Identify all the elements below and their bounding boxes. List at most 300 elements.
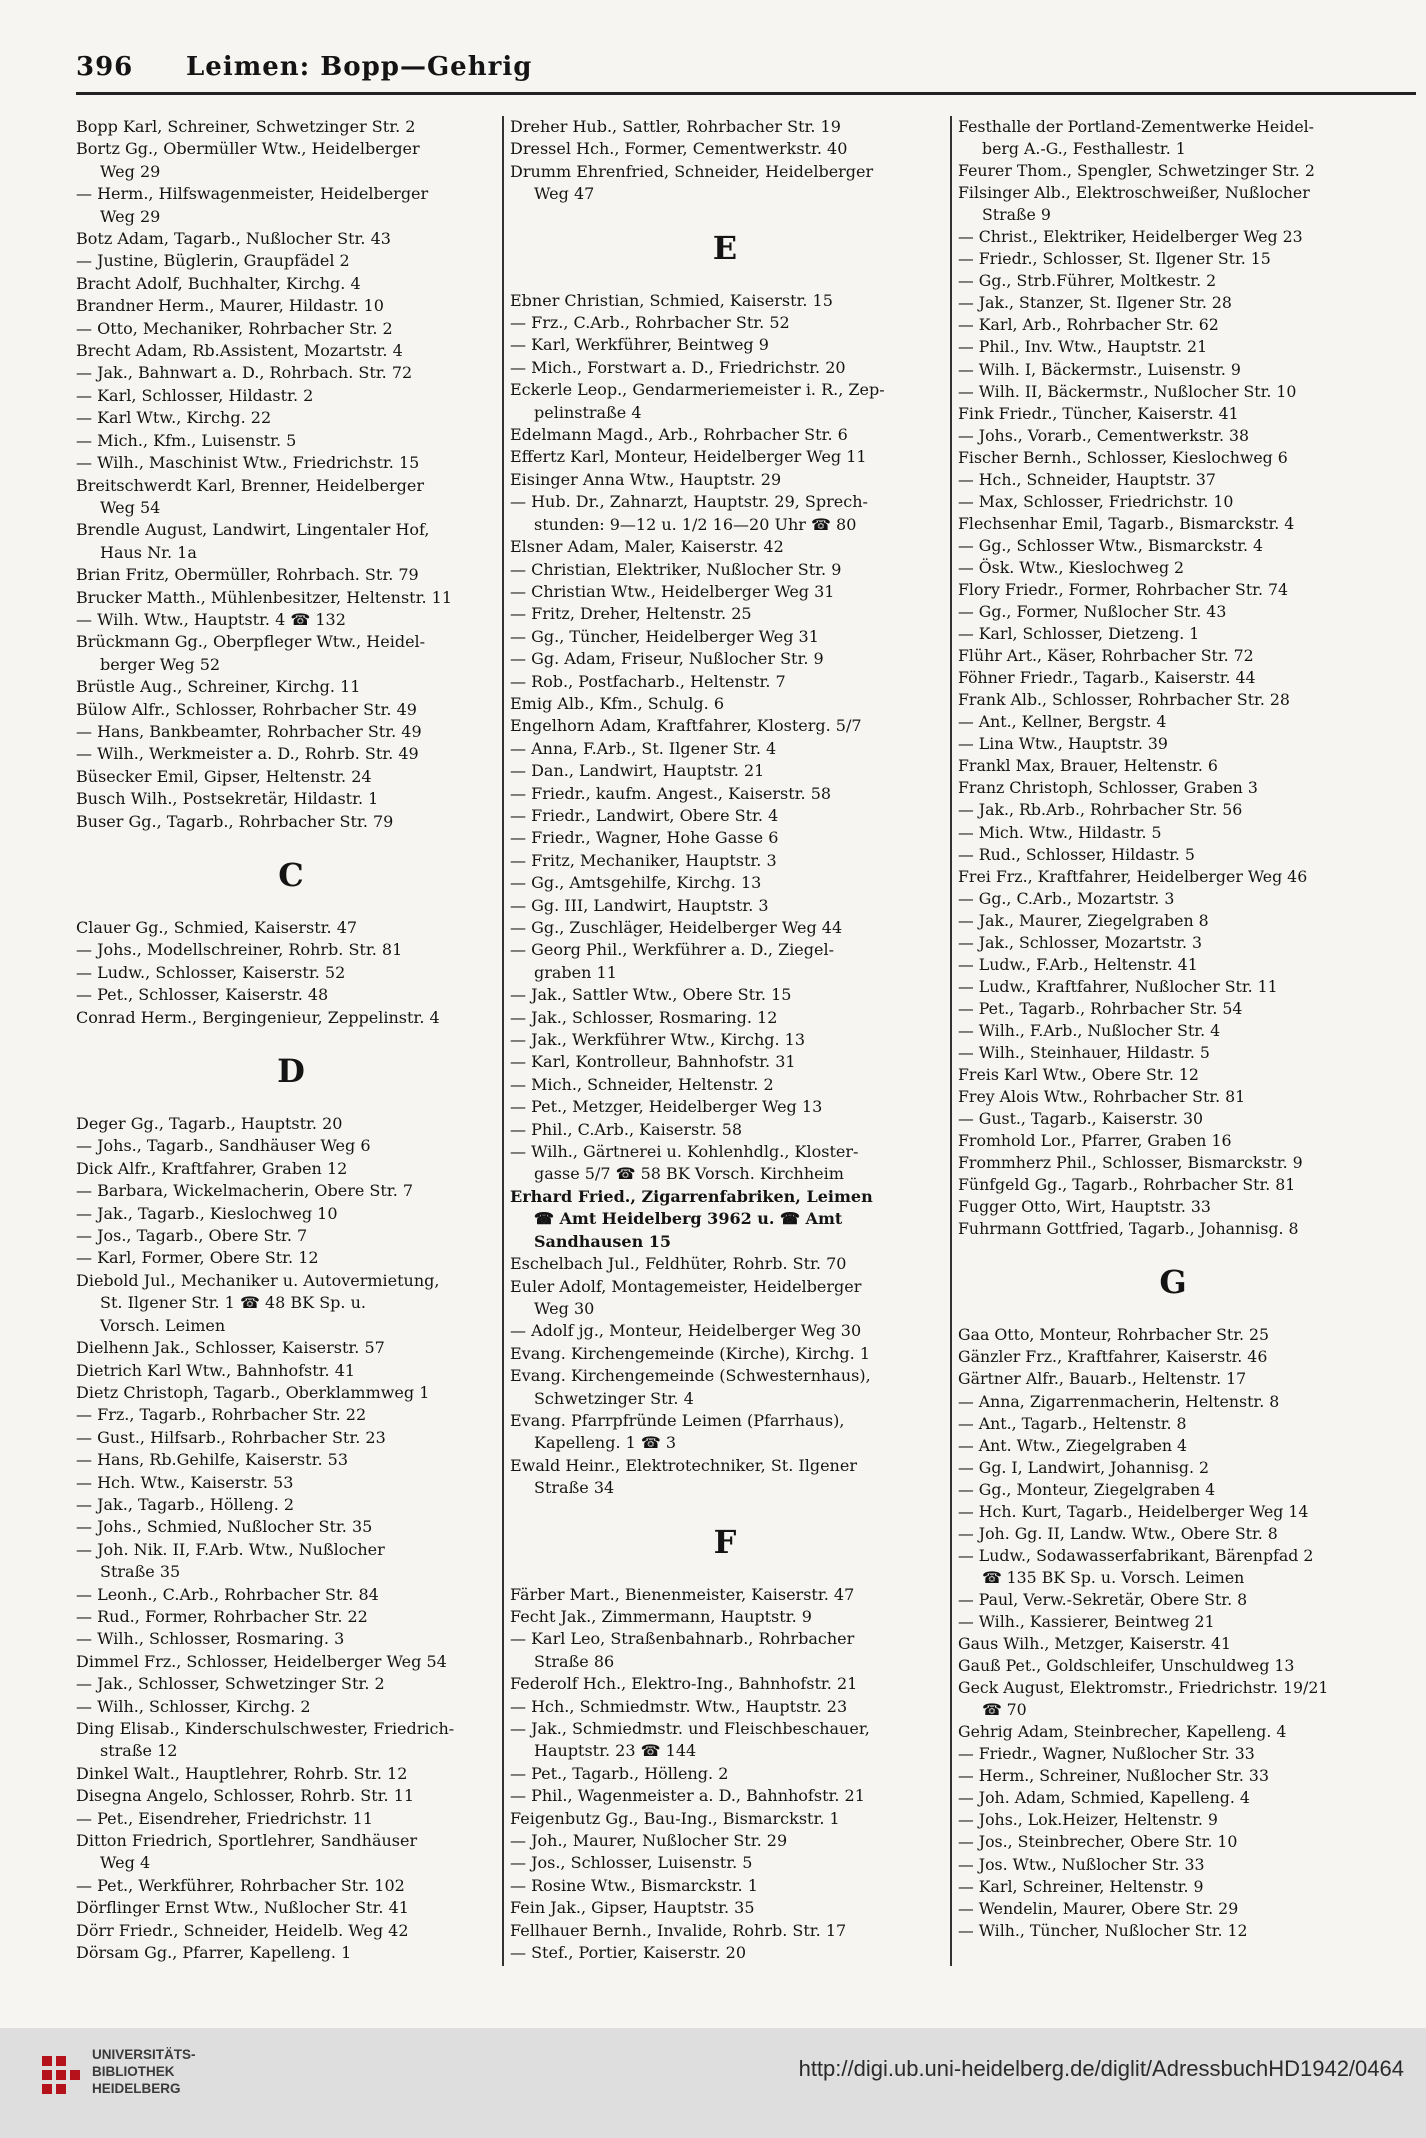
entry-line: — Paul, Verw.-Sekretär, Obere Str. 8 (958, 1589, 1248, 1609)
directory-entry (958, 1876, 1388, 1898)
entry-line: Disegna Angelo, Schlosser, Rohrb. Str. 11 (76, 1786, 415, 1806)
directory-entry (510, 626, 940, 648)
directory-entry (958, 469, 1388, 491)
directory-entry (958, 689, 1388, 711)
directory-entry (510, 1628, 940, 1673)
entry-line: Büsecker Emil, Gipser, Heltenstr. 24 (76, 766, 372, 786)
entry-line: — Johs., Tagarb., Sandhäuser Weg 6 (76, 1136, 371, 1156)
entry-line: — Wilh., Maschinist Wtw., Friedrichstr. 15 (76, 453, 420, 473)
directory-entry (510, 1096, 940, 1118)
entry-line: Weg 47 (534, 184, 595, 204)
directory-entry (510, 783, 940, 805)
entry-line: graben 11 (534, 962, 617, 982)
entry-line: Föhner Friedr., Tagarb., Kaiserstr. 44 (958, 668, 1256, 688)
entry-line: Clauer Gg., Schmied, Kaiserstr. 47 (76, 918, 358, 937)
entry-line: — Gg., Amtsgehilfe, Kirchg. 13 (510, 873, 762, 893)
entry-line: — Otto, Mechaniker, Rohrbacher Str. 2 (76, 318, 393, 338)
entry-line: Eisinger Anna Wtw., Hauptstr. 29 (510, 469, 782, 489)
entry-line: Botz Adam, Tagarb., Nußlocher Str. 43 (76, 229, 391, 249)
directory-entry (958, 1368, 1388, 1390)
entry-line: — Wilh. II, Bäckermstr., Nußlocher Str. 10 (958, 381, 1297, 401)
directory-entry (958, 1042, 1388, 1064)
entry-line: Brandner Herm., Maurer, Hildastr. 10 (76, 296, 384, 316)
directory-entry (76, 1651, 506, 1673)
directory-entry (958, 447, 1388, 469)
entry-line: ☎ Amt Heidelberg 3962 u. ☎ Amt (534, 1209, 843, 1229)
entry-line: — Mich., Forstwart a. D., Friedrichstr. 20 (510, 357, 846, 377)
entry-line: Dietz Christoph, Tagarb., Oberklammweg 1 (76, 1382, 430, 1402)
entry-line: Engelhorn Adam, Kraftfahrer, Klosterg. 5/7 (510, 716, 862, 736)
entry-line: — Phil., C.Arb., Kaiserstr. 58 (510, 1119, 743, 1139)
directory-entry (76, 676, 506, 698)
entry-line: — Jak., Stanzer, St. Ilgener Str. 28 (958, 293, 1232, 313)
entry-line: Federolf Hch., Elektro-Ing., Bahnhofstr. 21 (510, 1674, 858, 1694)
page-header (76, 48, 1416, 88)
directory-entry (958, 1633, 1388, 1655)
directory-entry (510, 1718, 940, 1763)
entry-line: — Karl Leo, Straßenbahnarb., Rohrbacher (510, 1629, 855, 1649)
entry-line: — Gg., Zuschläger, Heidelberger Weg 44 (510, 918, 843, 937)
directory-entry (510, 827, 940, 849)
entry-line: — Wilh., Kassierer, Beintweg 21 (958, 1612, 1215, 1631)
directory-entry (76, 1584, 506, 1606)
directory-entry (76, 138, 506, 183)
column-divider (502, 116, 504, 1966)
entry-line: — Mich., Kfm., Luisenstr. 5 (76, 430, 297, 450)
directory-entry (958, 1523, 1388, 1545)
entry-line: — Fritz, Dreher, Heltenstr. 25 (510, 604, 752, 624)
directory-entry (958, 1108, 1388, 1130)
directory-entry (76, 1360, 506, 1382)
entry-line: — Karl, Kontrolleur, Bahnhofstr. 31 (510, 1052, 796, 1072)
entry-line: — Wendelin, Maurer, Obere Str. 29 (958, 1898, 1239, 1918)
directory-entry (958, 601, 1388, 623)
directory-entry (958, 1391, 1388, 1413)
directory-entry (958, 1324, 1388, 1346)
directory-entry (958, 1501, 1388, 1523)
entry-line: — Hch. Kurt, Tagarb., Heidelberger Weg 14 (958, 1501, 1309, 1521)
source-url-link[interactable]: http://digi.ub.uni-heidelberg.de/diglit/AdressbuchHD1942/0464 (798, 2056, 1404, 2081)
directory-entry (76, 1449, 506, 1471)
page-number: 396 (76, 52, 134, 82)
directory-entry (958, 1196, 1388, 1218)
library-name-line: UNIVERSITÄTS- (92, 2047, 196, 2062)
directory-entry (958, 932, 1388, 954)
entry-line: — Karl, Schlosser, Hildastr. 2 (76, 385, 314, 405)
directory-entry (958, 1611, 1388, 1633)
entry-line: — Friedr., Wagner, Nußlocher Str. 33 (958, 1744, 1255, 1764)
directory-entry (510, 738, 940, 760)
entry-line: stunden: 9—12 u. 1/2 16—20 Uhr ☎ 80 (534, 514, 857, 534)
entry-line: Flühr Art., Käser, Rohrbacher Str. 72 (958, 646, 1254, 666)
directory-entry (510, 1365, 940, 1410)
entry-line: Breitschwerdt Karl, Brenner, Heidelberger (76, 475, 424, 495)
directory-entry (510, 559, 940, 581)
entry-line: — Adolf jg., Monteur, Heidelberger Weg 30 (510, 1321, 862, 1341)
entry-line: Geck August, Elektromstr., Friedrichstr. 19/21 (958, 1678, 1329, 1698)
entry-line: — Joh., Maurer, Nußlocher Str. 29 (510, 1831, 788, 1851)
entry-line: — Gg., C.Arb., Mozartstr. 3 (958, 888, 1175, 908)
directory-entry (958, 1346, 1388, 1368)
entry-line: — Gust., Hilfsarb., Rohrbacher Str. 23 (76, 1427, 386, 1447)
entry-line: — Joh. Adam, Schmied, Kapelleng. 4 (958, 1788, 1250, 1808)
entry-line: — Stef., Portier, Kaiserstr. 20 (510, 1943, 747, 1963)
entry-line: — Friedr., Landwirt, Obere Str. 4 (510, 805, 779, 825)
entry-line: — Gg. I, Landwirt, Johannisg. 2 (958, 1457, 1209, 1477)
directory-entry (510, 1673, 940, 1695)
entry-line: — Justine, Büglerin, Graupfädel 2 (76, 251, 350, 271)
entry-line: Eschelbach Jul., Feldhüter, Rohrb. Str. 70 (510, 1254, 847, 1274)
entry-line: — Dan., Landwirt, Hauptstr. 21 (510, 761, 765, 781)
entry-line: — Hch., Schneider, Hauptstr. 37 (958, 469, 1216, 489)
directory-entry (958, 1086, 1388, 1108)
directory-entry (510, 648, 940, 670)
directory-entry (958, 314, 1388, 336)
directory-entry (76, 1382, 506, 1404)
section-letter-heading: C (278, 856, 304, 894)
entry-line: ☎ 135 BK Sp. u. Vorsch. Leimen (982, 1567, 1245, 1587)
entry-line: Brendle August, Landwirt, Lingentaler Hof, (76, 520, 430, 540)
entry-line: — Pet., Schlosser, Kaiserstr. 48 (76, 985, 329, 1005)
entry-line: — Karl, Schlosser, Dietzeng. 1 (958, 624, 1200, 644)
entry-line: — Christian Wtw., Heidelberger Weg 31 (510, 581, 835, 601)
directory-entry (510, 1808, 940, 1830)
directory-entry (510, 693, 940, 715)
directory-entry (958, 777, 1388, 799)
directory-entry (958, 1920, 1388, 1942)
directory-entry (76, 1494, 506, 1516)
entry-line: Fecht Jak., Zimmermann, Hauptstr. 9 (510, 1606, 812, 1626)
directory-entry (76, 1135, 506, 1157)
entry-line: Weg 30 (534, 1298, 595, 1318)
library-name-line: BIBLIOTHEK (92, 2064, 175, 2079)
entry-line: Bracht Adolf, Buchhalter, Kirchg. 4 (76, 273, 361, 293)
entry-line: Haus Nr. 1a (100, 542, 197, 562)
entry-line: Evang. Pfarrpfründe Leimen (Pfarrhaus), (510, 1410, 845, 1430)
entry-line: — Pet., Metzger, Heidelberger Weg 13 (510, 1097, 823, 1117)
directory-entry (76, 1404, 506, 1426)
library-name (92, 2046, 196, 2097)
directory-entry (958, 799, 1388, 821)
entry-line: Gauß Pet., Goldschleifer, Unschuldweg 13 (958, 1656, 1295, 1676)
entry-line: — Pet., Tagarb., Hölleng. 2 (510, 1763, 729, 1783)
directory-entry (510, 1007, 940, 1029)
directory-entry (510, 1785, 940, 1807)
directory-entry (76, 587, 506, 609)
entry-line: Fromhold Lor., Pfarrer, Graben 16 (958, 1131, 1232, 1151)
entry-line: — Wilh., Tüncher, Nußlocher Str. 12 (958, 1920, 1248, 1940)
directory-entry (76, 475, 506, 520)
entry-line: — Gg., Strb.Führer, Moltkestr. 2 (958, 271, 1217, 291)
entry-line: Brückmann Gg., Oberpfleger Wtw., Heidel- (76, 632, 426, 652)
entry-line: Vorsch. Leimen (100, 1315, 226, 1335)
directory-entry (76, 362, 506, 384)
entry-line: Gaus Wilh., Metzger, Kaiserstr. 41 (958, 1634, 1232, 1654)
directory-entry (76, 519, 506, 564)
entry-line: Diebold Jul., Mechaniker u. Autovermietung, (76, 1270, 440, 1290)
entry-line: — Fritz, Mechaniker, Hauptstr. 3 (510, 850, 777, 870)
directory-entry (958, 1765, 1388, 1787)
entry-line: Straße 86 (534, 1651, 615, 1671)
entry-line: — Jak., Maurer, Ziegelgraben 8 (958, 910, 1209, 930)
column-divider (950, 116, 952, 1966)
entry-line: — Jak., Sattler Wtw., Obere Str. 15 (510, 985, 792, 1005)
directory-entry (510, 1074, 940, 1096)
entry-line: — Christ., Elektriker, Heidelberger Weg 23 (958, 227, 1303, 247)
entry-line: Deger Gg., Tagarb., Hauptstr. 20 (76, 1114, 343, 1134)
entry-line: straße 12 (100, 1741, 178, 1761)
directory-entry (958, 292, 1388, 314)
directory-entry (958, 1130, 1388, 1152)
entry-line: — Ludw., Schlosser, Kaiserstr. 52 (76, 962, 346, 982)
entry-line: — Jak., Schmiedmstr. und Fleischbeschauer, (510, 1719, 870, 1738)
entry-line: Gaa Otto, Monteur, Rohrbacher Str. 25 (958, 1325, 1270, 1345)
directory-entry (76, 1113, 506, 1135)
directory-entry (510, 1875, 940, 1897)
entry-line: — Gg. Adam, Friseur, Nußlocher Str. 9 (510, 649, 824, 669)
entry-line: Ebner Christian, Schmied, Kaiserstr. 15 (510, 290, 833, 310)
entry-line: — Ludw., Kraftfahrer, Nußlocher Str. 11 (958, 976, 1278, 996)
directory-entry (510, 872, 940, 894)
entry-line: Buser Gg., Tagarb., Rohrbacher Str. 79 (76, 811, 394, 831)
directory-entry (958, 1677, 1388, 1721)
entry-line: — Jak., Schlosser, Mozartstr. 3 (958, 932, 1202, 952)
directory-entry (958, 755, 1388, 777)
directory-entry (76, 1673, 506, 1695)
entry-line: berg A.-G., Festhallestr. 1 (982, 139, 1186, 159)
directory-entry (76, 1158, 506, 1180)
entry-line: Frei Frz., Kraftfahrer, Heidelberger Weg 46 (958, 866, 1308, 886)
entry-line: — Anna, F.Arb., St. Ilgener Str. 4 (510, 738, 777, 758)
entry-line: — Jos., Steinbrecher, Obere Str. 10 (958, 1832, 1238, 1852)
directory-entry (958, 1898, 1388, 1920)
entry-line: Frommherz Phil., Schlosser, Bismarckstr. 9 (958, 1153, 1303, 1173)
directory-entry (76, 1606, 506, 1628)
section-letter-heading: D (277, 1052, 305, 1091)
directory-entry (958, 513, 1388, 535)
directory-entry (76, 385, 506, 407)
directory-entry (958, 270, 1388, 292)
entry-line: Brüstle Aug., Schreiner, Kirchg. 11 (76, 677, 361, 697)
entry-line: Busch Wilh., Postsekretär, Hildastr. 1 (76, 789, 379, 809)
directory-entry (76, 116, 506, 138)
entry-line: — Ant. Wtw., Ziegelgraben 4 (958, 1435, 1188, 1455)
entry-line: Dörflinger Ernst Wtw., Nußlocher Str. 41 (76, 1898, 409, 1918)
directory-entry (510, 581, 940, 603)
entry-line: Schwetzinger Str. 4 (534, 1388, 694, 1408)
directory-entry (76, 1763, 506, 1785)
directory-entry (510, 715, 940, 737)
entry-line: Ewald Heinr., Elektrotechniker, St. Ilgener (510, 1455, 857, 1475)
entry-line: — Lina Wtw., Hauptstr. 39 (958, 734, 1168, 754)
directory-entry (510, 1942, 940, 1964)
entry-line: Emig Alb., Kfm., Schulg. 6 (510, 693, 725, 713)
entry-line: Brecht Adam, Rb.Assistent, Mozartstr. 4 (76, 341, 403, 361)
entry-line: Eckerle Leop., Gendarmeriemeister i. R., Zep- (510, 380, 885, 400)
directory-entry (76, 1897, 506, 1919)
directory-entry (510, 760, 940, 782)
directory-entry (510, 1897, 940, 1919)
directory-entry (958, 1457, 1388, 1479)
entry-line: — Frz., C.Arb., Rohrbacher Str. 52 (510, 313, 790, 333)
entry-line: — Mich., Schneider, Heltenstr. 2 (510, 1074, 774, 1094)
directory-entry (958, 822, 1388, 844)
directory-entry (510, 536, 940, 558)
entry-line: — Ant., Kellner, Bergstr. 4 (958, 712, 1167, 732)
entry-line: — Jak., Schlosser, Schwetzinger Str. 2 (76, 1674, 385, 1694)
directory-entry (76, 1696, 506, 1718)
entry-line: — Anna, Zigarrenmacherin, Heltenstr. 8 (958, 1391, 1280, 1411)
entry-line: Freis Karl Wtw., Obere Str. 12 (958, 1065, 1199, 1085)
directory-entry (76, 811, 506, 833)
directory-entry (958, 491, 1388, 513)
directory-entry (76, 564, 506, 586)
directory-entry (510, 161, 940, 206)
directory-entry (958, 910, 1388, 932)
directory-entry (510, 379, 940, 424)
directory-entry (76, 1516, 506, 1538)
entry-line: Dimmel Frz., Schlosser, Heidelberger Weg 54 (76, 1651, 447, 1671)
directory-entry (76, 318, 506, 340)
entry-line: — Frz., Tagarb., Rohrbacher Str. 22 (76, 1405, 367, 1425)
entry-line: — Ant., Tagarb., Heltenstr. 8 (958, 1413, 1187, 1433)
directory-entry (958, 1831, 1388, 1853)
entry-line: — Max, Schlosser, Friedrichstr. 10 (958, 491, 1234, 511)
directory-entry (510, 1051, 940, 1073)
section-letter-heading: G (1159, 1263, 1187, 1302)
entry-line: — Hch. Wtw., Kaiserstr. 53 (76, 1472, 294, 1492)
entry-line: — Leonh., C.Arb., Rohrbacher Str. 84 (76, 1584, 379, 1604)
entry-line: Gänzler Frz., Kraftfahrer, Kaiserstr. 46 (958, 1347, 1268, 1367)
entry-line: Drumm Ehrenfried, Schneider, Heidelberger (510, 161, 874, 181)
entry-line: Dielhenn Jak., Schlosser, Kaiserstr. 57 (76, 1338, 385, 1358)
entry-line: — Jos. Wtw., Nußlocher Str. 33 (958, 1854, 1205, 1874)
library-logo-icon (38, 2052, 82, 2102)
entry-line: Dörr Friedr., Schneider, Heidelb. Weg 42 (76, 1920, 409, 1940)
directory-entry (510, 984, 940, 1006)
directory-entry (958, 623, 1388, 645)
directory-entry (510, 1119, 940, 1141)
entry-line: — Jak., Rb.Arb., Rohrbacher Str. 56 (958, 800, 1243, 820)
directory-entry (510, 1253, 940, 1275)
directory-entry (510, 446, 940, 468)
entry-line: Effertz Karl, Monteur, Heidelberger Weg 11 (510, 447, 867, 467)
directory-entry (958, 844, 1388, 866)
running-title: Leimen: Bopp—Gehrig (186, 52, 533, 82)
entry-line: — Hans, Rb.Gehilfe, Kaiserstr. 53 (76, 1450, 348, 1470)
directory-entry (76, 1808, 506, 1830)
directory-entry (76, 1472, 506, 1494)
column-middle (510, 116, 940, 1966)
directory-entry (76, 609, 506, 631)
entry-line: Dressel Hch., Former, Cementwerkstr. 40 (510, 139, 848, 159)
entry-line: — Pet., Werkführer, Rohrbacher Str. 102 (76, 1875, 405, 1895)
directory-entry (76, 1830, 506, 1875)
entry-line: Hauptstr. 23 ☎ 144 (534, 1741, 697, 1761)
entry-line: — Gg. III, Landwirt, Hauptstr. 3 (510, 895, 769, 915)
directory-entry (76, 1337, 506, 1359)
entry-line: Flechsenhar Emil, Tagarb., Bismarckstr. 4 (958, 513, 1295, 533)
entry-line: Frank Alb., Schlosser, Rohrbacher Str. 28 (958, 690, 1290, 710)
entry-line: Dietrich Karl Wtw., Bahnhofstr. 41 (76, 1360, 356, 1380)
directory-entry (510, 1320, 940, 1342)
directory-entry (958, 160, 1388, 182)
entry-line: — Rosine Wtw., Bismarckstr. 1 (510, 1875, 758, 1895)
entry-line: — Jos., Schlosser, Luisenstr. 5 (510, 1853, 753, 1873)
advertisement-entry (510, 1186, 940, 1253)
section-letter-heading: E (712, 228, 738, 267)
directory-entry (510, 312, 940, 334)
entry-line: Edelmann Magd., Arb., Rohrbacher Str. 6 (510, 425, 848, 445)
directory-entry (76, 1539, 506, 1584)
directory-entry (510, 1763, 940, 1785)
entry-line: Gärtner Alfr., Bauarb., Heltenstr. 17 (958, 1369, 1247, 1389)
entry-line: — Friedr., kaufm. Angest., Kaiserstr. 58 (510, 783, 832, 803)
directory-entry (958, 336, 1388, 358)
entry-line: — Rud., Schlosser, Hildastr. 5 (958, 844, 1195, 864)
entry-line: ☎ 70 (982, 1700, 1027, 1720)
directory-entry (76, 452, 506, 474)
directory-entry (510, 603, 940, 625)
directory-entry (510, 469, 940, 491)
directory-entry (76, 939, 506, 961)
entry-line: Gehrig Adam, Steinbrecher, Kapelleng. 4 (958, 1722, 1287, 1742)
directory-entry (510, 357, 940, 379)
entry-line: Brucker Matth., Mühlenbesitzer, Heltenstr. 11 (76, 587, 453, 607)
entry-line: — Johs., Lok.Heizer, Heltenstr. 9 (958, 1810, 1218, 1830)
entry-line: Brian Fritz, Obermüller, Rohrbach. Str. 79 (76, 565, 419, 585)
entry-line: — Wilh., Schlosser, Kirchg. 2 (76, 1696, 311, 1716)
entry-line: Filsinger Alb., Elektroschweißer, Nußlocher (958, 183, 1310, 203)
entry-line: — Pet., Eisendreher, Friedrichstr. 11 (76, 1808, 373, 1828)
entry-line: — Karl, Arb., Rohrbacher Str. 62 (958, 315, 1219, 335)
column-right (958, 116, 1388, 1966)
entry-line: Straße 34 (534, 1478, 615, 1498)
directory-entry (958, 1854, 1388, 1876)
entry-line: Kapelleng. 1 ☎ 3 (534, 1433, 677, 1453)
directory-entry (76, 788, 506, 810)
directory-entry (958, 888, 1388, 910)
entry-line: Straße 35 (100, 1562, 181, 1582)
entry-line: — Johs., Schmied, Nußlocher Str. 35 (76, 1517, 373, 1537)
entry-line: — Wilh., Gärtnerei u. Kohlenhdlg., Kloster- (510, 1142, 859, 1162)
entry-line: Dinkel Walt., Hauptlehrer, Rohrb. Str. 12 (76, 1763, 408, 1783)
entry-line: — Ludw., Sodawasserfabrikant, Bärenpfad 2 (958, 1545, 1314, 1565)
entry-line: Dick Alfr., Kraftfahrer, Graben 12 (76, 1158, 348, 1178)
entry-line: — Jos., Tagarb., Obere Str. 7 (76, 1226, 308, 1246)
directory-entry (76, 1920, 506, 1942)
entry-line: — Jak., Tagarb., Hölleng. 2 (76, 1494, 295, 1514)
entry-line: Evang. Kirchengemeinde (Schwesternhaus), (510, 1366, 871, 1386)
directory-entry (510, 850, 940, 872)
entry-line: Weg 54 (100, 497, 161, 517)
directory-entry (510, 1029, 940, 1051)
entry-line: — Herm., Schreiner, Nußlocher Str. 33 (958, 1766, 1269, 1786)
directory-entry (510, 1696, 940, 1718)
entry-line: Bopp Karl, Schreiner, Schwetzinger Str. 2 (76, 117, 416, 136)
directory-entry (76, 721, 506, 743)
directory-entry (510, 1343, 940, 1365)
directory-entry (76, 962, 506, 984)
directory-entry (958, 711, 1388, 733)
entry-line: — Christian, Elektriker, Nußlocher Str. 9 (510, 559, 842, 579)
entry-line: gasse 5/7 ☎ 58 BK Vorsch. Kirchheim (534, 1164, 844, 1184)
entry-line: Bülow Alfr., Schlosser, Rohrbacher Str. 49 (76, 699, 417, 719)
entry-line: Feigenbutz Gg., Bau-Ing., Bismarckstr. 1 (510, 1808, 840, 1828)
directory-entry (76, 1180, 506, 1202)
directory-entry (76, 1785, 506, 1807)
entry-line: — Herm., Hilfswagenmeister, Heidelberger (76, 184, 429, 204)
